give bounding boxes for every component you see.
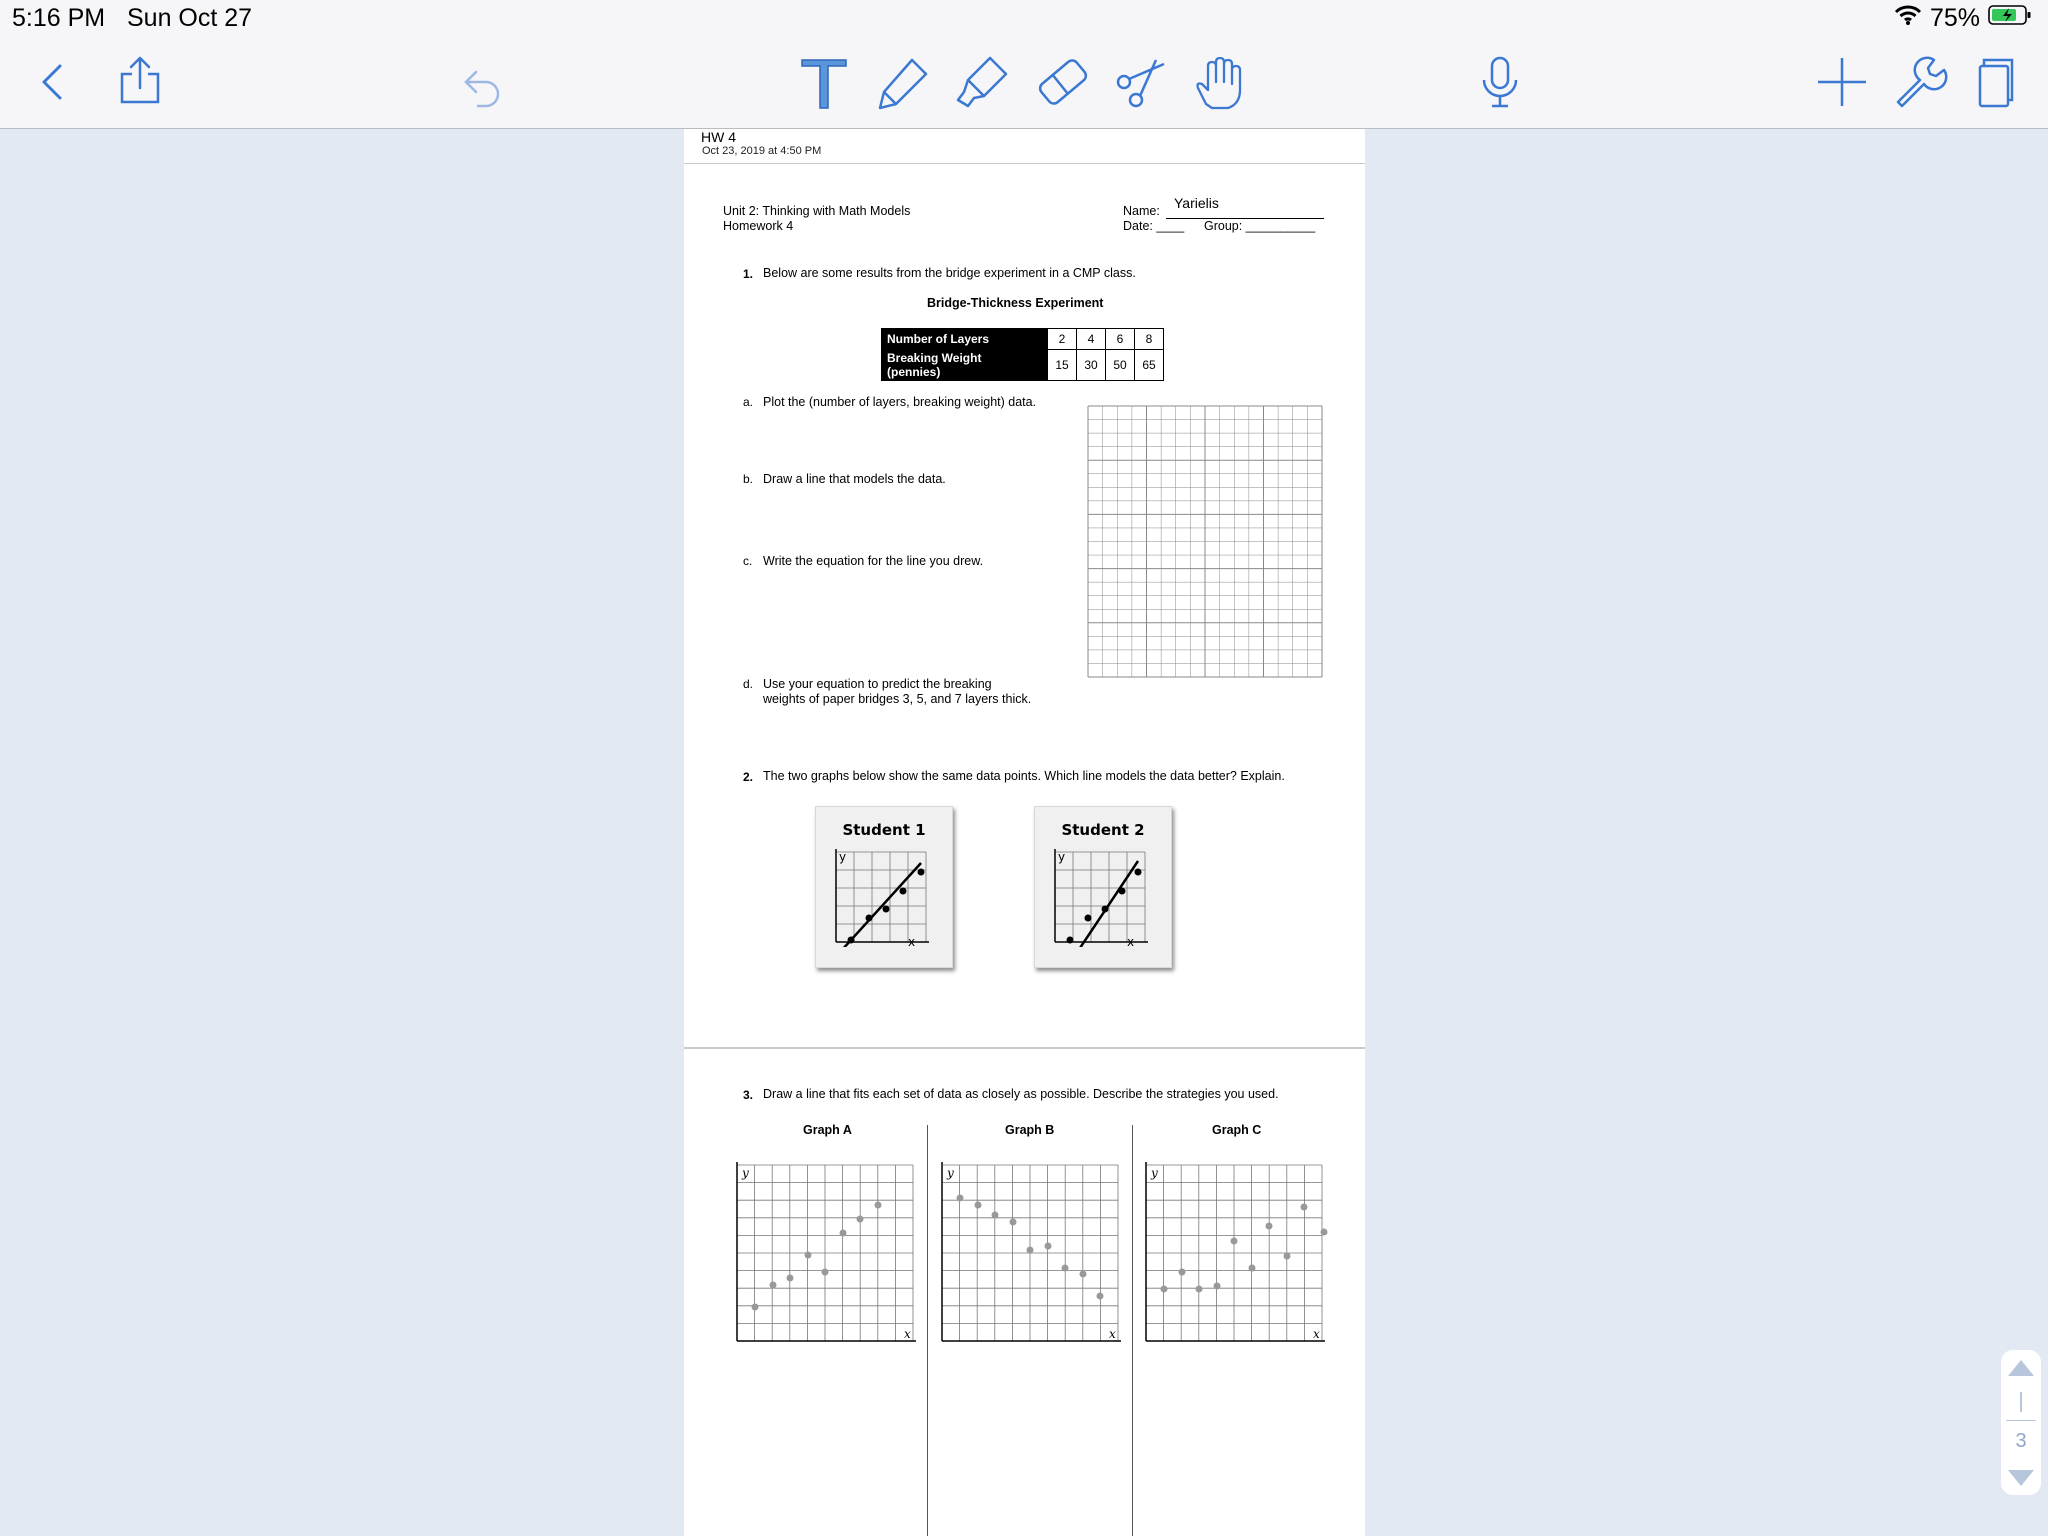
layers-header: Number of Layers <box>882 329 1048 350</box>
graph-b-point <box>992 1212 999 1219</box>
graph-b[interactable] <box>939 1162 1124 1347</box>
weight-header-line1: Breaking Weight <box>887 351 982 365</box>
student1-point <box>900 888 907 895</box>
bridge-table <box>881 328 1164 381</box>
graph-c[interactable] <box>1143 1162 1333 1347</box>
graph-c-point <box>1179 1269 1186 1276</box>
graph-c-point <box>1266 1223 1273 1230</box>
total-pages: 3 <box>2015 1430 2027 1452</box>
student1-graph <box>831 847 931 947</box>
document-page[interactable] <box>684 129 1365 1536</box>
student2-point <box>1135 869 1142 876</box>
student2-point <box>1085 915 1092 922</box>
graph-c-y-label: y <box>1151 1166 1158 1180</box>
student1-title: Student 1 <box>842 821 926 839</box>
weight-cell: 30 <box>1077 350 1106 381</box>
undo-icon[interactable] <box>452 52 512 112</box>
status-date: Sun Oct 27 <box>127 4 253 32</box>
q1a-label: a. <box>743 395 754 409</box>
share-icon[interactable] <box>110 52 170 112</box>
layers-cell: 4 <box>1077 329 1106 350</box>
graph-c-point <box>1214 1283 1221 1290</box>
layers-cell: 6 <box>1106 329 1135 350</box>
student1-point <box>883 906 890 913</box>
highlighter-icon[interactable] <box>952 52 1012 112</box>
graph-b-point <box>1062 1265 1069 1272</box>
pen-icon[interactable] <box>872 52 932 112</box>
graph-b-point <box>1027 1247 1034 1254</box>
graph-c-x-label: x <box>1313 1327 1320 1341</box>
battery-icon <box>1988 4 2032 33</box>
status-bar <box>0 0 2048 40</box>
student2-point <box>1119 888 1126 895</box>
weight-cell: 15 <box>1048 350 1077 381</box>
student2-point <box>1102 906 1109 913</box>
graph-c-point <box>1301 1204 1308 1211</box>
column-divider <box>927 1125 928 1536</box>
weight-cell: 50 <box>1106 350 1135 381</box>
graph-a-title: Graph A <box>803 1123 852 1137</box>
graph-c-point <box>1231 1238 1238 1245</box>
graph-a[interactable] <box>734 1162 919 1347</box>
graph-a-point <box>875 1202 882 1209</box>
page-down-icon[interactable] <box>2006 1468 2036 1488</box>
graph-a-point <box>770 1282 777 1289</box>
graph-b-point <box>957 1195 964 1202</box>
page-navigator <box>2001 1350 2041 1495</box>
scissors-icon[interactable] <box>1110 52 1170 112</box>
graph-c-point <box>1249 1265 1256 1272</box>
student2-card <box>1034 806 1172 968</box>
layers-cell: 8 <box>1135 329 1164 350</box>
graph-a-point <box>787 1275 794 1282</box>
q1-text: Below are some results from the bridge experiment in a CMP class. <box>763 266 1136 280</box>
name-value: Yarielis <box>1174 195 1219 211</box>
homework-label: Homework 4 <box>723 219 794 233</box>
wrench-icon[interactable] <box>1888 52 1948 112</box>
table-title: Bridge-Thickness Experiment <box>927 296 1104 310</box>
name-label: Name: <box>1123 204 1160 218</box>
group-label: Group: __________ <box>1204 219 1316 233</box>
q1d-label: d. <box>743 677 754 691</box>
q3-number: 3. <box>743 1088 754 1102</box>
graph-b-x-label: x <box>1109 1327 1116 1341</box>
graph-a-point <box>857 1216 864 1223</box>
q3-text: Draw a line that fits each set of data as closely as possible. Describe the strategies you used. <box>763 1087 1279 1101</box>
status-time: 5:16 PM <box>12 4 106 32</box>
current-page-marker <box>2020 1392 2022 1412</box>
graph-c-title: Graph C <box>1212 1123 1262 1137</box>
back-chevron-icon[interactable] <box>22 52 82 112</box>
document-date: Oct 23, 2019 at 4:50 PM <box>702 145 822 157</box>
microphone-icon[interactable] <box>1470 52 1530 112</box>
graph-c-point <box>1196 1286 1203 1293</box>
student1-y-label: y <box>839 850 847 864</box>
graph-a-point <box>752 1304 759 1311</box>
graph-c-point <box>1321 1229 1328 1236</box>
student2-x-label: x <box>1127 935 1135 947</box>
toolbar <box>0 40 2048 129</box>
graph-b-point <box>975 1202 982 1209</box>
graph-a-point <box>840 1230 847 1237</box>
student1-point <box>866 915 873 922</box>
student2-y-label: y <box>1058 850 1066 864</box>
page-up-icon[interactable] <box>2006 1358 2036 1378</box>
hand-icon[interactable] <box>1188 52 1248 112</box>
graph-b-point <box>1045 1243 1052 1250</box>
q1d-text-line2: weights of paper bridges 3, 5, and 7 layers thick. <box>763 692 1032 706</box>
graph-b-point <box>1010 1219 1017 1226</box>
weight-header-line2: (pennies) <box>887 365 941 379</box>
header-divider <box>684 163 1365 164</box>
q1b-text: Draw a line that models the data. <box>763 472 946 486</box>
eraser-icon[interactable] <box>1032 52 1092 112</box>
q1c-label: c. <box>743 554 753 568</box>
graph-a-y-label: y <box>742 1166 749 1180</box>
column-divider <box>1132 1125 1133 1536</box>
weight-header <box>882 350 1048 381</box>
graph-b-point <box>1097 1293 1104 1300</box>
student2-title: Student 2 <box>1061 821 1145 839</box>
student2-graph <box>1050 847 1150 947</box>
student1-card <box>815 806 953 968</box>
q2-text: The two graphs below show the same data points. Which line models the data better? Explain. <box>763 769 1285 783</box>
graph-c-point <box>1284 1253 1291 1260</box>
pager-divider <box>2006 1420 2036 1421</box>
graph-a-point <box>805 1252 812 1259</box>
status-indicators <box>1894 4 2032 33</box>
document-title: HW 4 <box>701 129 736 145</box>
weight-cell: 65 <box>1135 350 1164 381</box>
graph-a-point <box>822 1269 829 1276</box>
graph-c-point <box>1161 1286 1168 1293</box>
text-tool-icon[interactable] <box>794 52 854 112</box>
student1-x-label: x <box>908 935 916 947</box>
graph-b-y-label: y <box>947 1166 954 1180</box>
layers-cell: 2 <box>1048 329 1077 350</box>
plot-grid[interactable] <box>1087 405 1323 678</box>
q1a-text: Plot the (number of layers, breaking weight) data. <box>763 395 1037 409</box>
wifi-icon <box>1894 4 1922 33</box>
pages-icon[interactable] <box>1966 52 2026 112</box>
graph-b-title: Graph B <box>1005 1123 1055 1137</box>
q1c-text: Write the equation for the line you drew. <box>763 554 984 568</box>
graph-b-point <box>1080 1271 1087 1278</box>
student1-point <box>848 937 855 944</box>
battery-percent: 75% <box>1929 4 1980 32</box>
graph-a-x-label: x <box>904 1327 911 1341</box>
date-label: Date: ____ <box>1123 219 1185 233</box>
q1b-label: b. <box>743 472 754 486</box>
unit-label: Unit 2: Thinking with Math Models <box>723 204 911 218</box>
q1d-text-line1: Use your equation to predict the breaking <box>763 677 992 691</box>
student1-point <box>918 869 925 876</box>
add-icon[interactable] <box>1812 52 1872 112</box>
page-break <box>684 1047 1365 1049</box>
student2-point <box>1067 937 1074 944</box>
q1-number: 1. <box>743 267 754 281</box>
q2-number: 2. <box>743 770 754 784</box>
